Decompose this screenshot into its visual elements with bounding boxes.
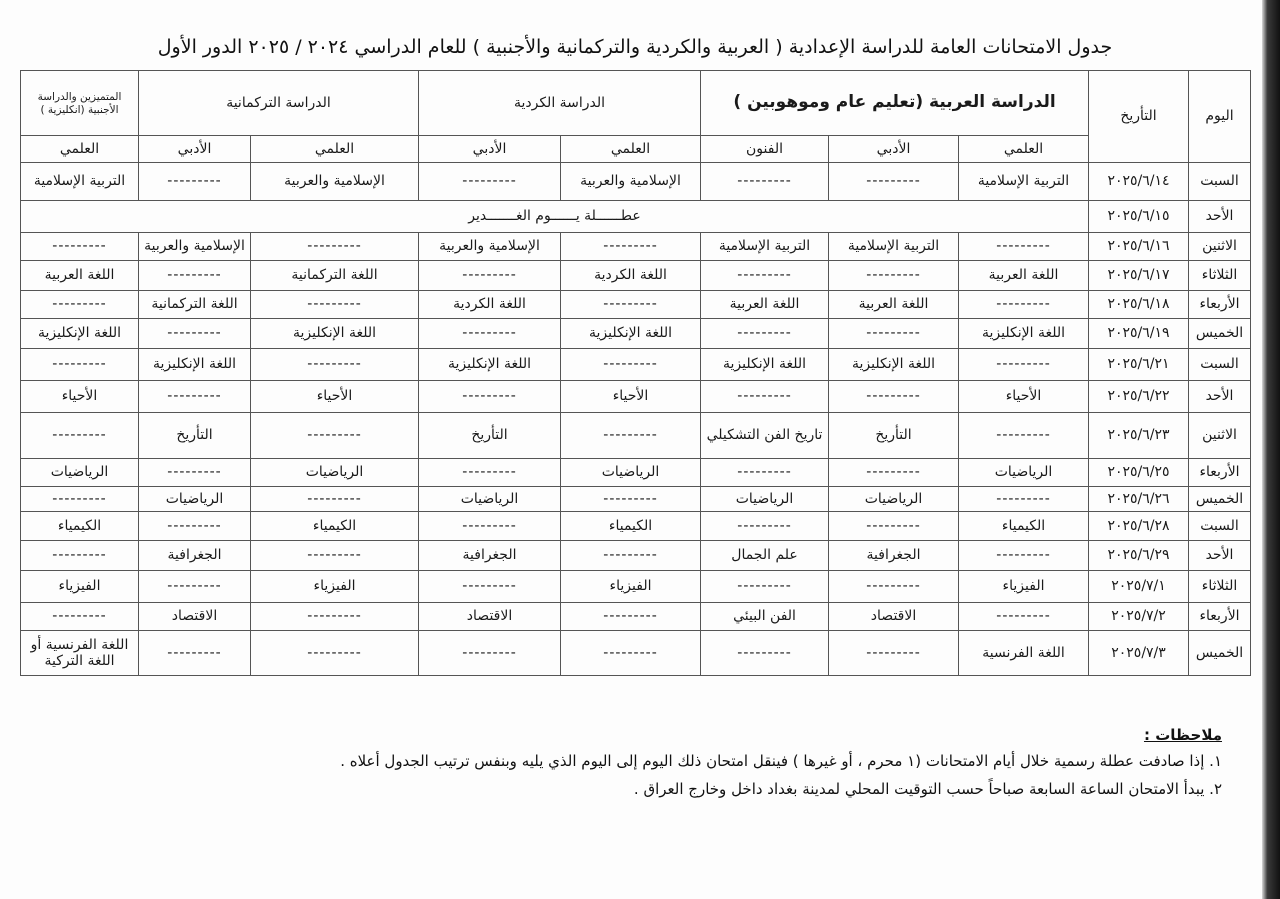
group-header-row (21, 71, 1251, 136)
note-item: ١. إذا صادفت عطلة رسمية خلال أيام الامتحانات (١ محرم ، أو غيرها ) فينقل امتحان ذلك اليوم إلى اليوم الذي يليه وبنفس ترتيب الجدول أعلاه . (340, 752, 1222, 770)
cell-turkmen-literary: --------- (139, 631, 251, 676)
table-row (21, 459, 1251, 487)
cell-turkmen-scientific: --------- (251, 349, 419, 381)
cell-turkmen-literary: --------- (139, 571, 251, 603)
cell-arabic-scientific: الأحياء (959, 381, 1089, 413)
cell-arabic-arts: --------- (701, 319, 829, 349)
cell-arabic-arts: --------- (701, 381, 829, 413)
cell-day: الأحد (1189, 541, 1251, 571)
cell-kurdish-literary: الإسلامية والعربية (419, 233, 561, 261)
cell-kurdish-scientific: --------- (561, 541, 701, 571)
cell-arabic-scientific: اللغة الإنكليزية (959, 319, 1089, 349)
cell-turkmen-literary: --------- (139, 163, 251, 201)
cell-kurdish-scientific: الرياضيات (561, 459, 701, 487)
cell-date: ٢٠٢٥/٦/١٤ (1089, 163, 1189, 201)
cell-kurdish-scientific: اللغة الكردية (561, 261, 701, 291)
cell-kurdish-literary: الاقتصاد (419, 603, 561, 631)
cell-arabic-literary: التأريخ (829, 413, 959, 459)
stream-header-kurdish-scientific: العلمي (561, 136, 701, 163)
cell-kurdish-literary: --------- (419, 319, 561, 349)
cell-arabic-literary: --------- (829, 163, 959, 201)
table-row (21, 201, 1251, 233)
cell-day: الأحد (1189, 381, 1251, 413)
cell-turkmen-scientific: اللغة الإنكليزية (251, 319, 419, 349)
cell-arabic-arts: الرياضيات (701, 487, 829, 512)
cell-turkmen-literary: --------- (139, 512, 251, 541)
cell-foreign-scientific: --------- (21, 413, 139, 459)
scan-edge-shadow (1262, 0, 1280, 899)
cell-turkmen-literary: اللغة التركمانية (139, 291, 251, 319)
cell-turkmen-literary: --------- (139, 381, 251, 413)
cell-turkmen-literary: --------- (139, 261, 251, 291)
cell-arabic-literary: اللغة الإنكليزية (829, 349, 959, 381)
cell-foreign-scientific: اللغة العربية (21, 261, 139, 291)
cell-turkmen-literary: الجغرافية (139, 541, 251, 571)
cell-turkmen-scientific: الأحياء (251, 381, 419, 413)
table-row (21, 541, 1251, 571)
cell-day: السبت (1189, 512, 1251, 541)
stream-header-turkmen-scientific: العلمي (251, 136, 419, 163)
cell-arabic-arts: الفن البيئي (701, 603, 829, 631)
cell-turkmen-scientific: الفيزياء (251, 571, 419, 603)
notes-title: ملاحظات : (1143, 726, 1222, 744)
cell-arabic-scientific: --------- (959, 603, 1089, 631)
cell-day: الاثنين (1189, 413, 1251, 459)
cell-kurdish-literary: --------- (419, 381, 561, 413)
cell-date: ٢٠٢٥/٧/٢ (1089, 603, 1189, 631)
cell-arabic-arts: --------- (701, 163, 829, 201)
cell-kurdish-scientific: --------- (561, 233, 701, 261)
cell-foreign-scientific: --------- (21, 291, 139, 319)
cell-day: السبت (1189, 349, 1251, 381)
cell-turkmen-scientific: الرياضيات (251, 459, 419, 487)
cell-foreign-scientific: --------- (21, 349, 139, 381)
cell-arabic-arts: علم الجمال (701, 541, 829, 571)
cell-arabic-scientific: الكيمياء (959, 512, 1089, 541)
table-row (21, 163, 1251, 201)
column-header-day: اليوم (1189, 71, 1251, 163)
cell-kurdish-scientific: --------- (561, 631, 701, 676)
cell-turkmen-literary: اللغة الإنكليزية (139, 349, 251, 381)
cell-day: الأربعاء (1189, 603, 1251, 631)
cell-kurdish-scientific: اللغة الإنكليزية (561, 319, 701, 349)
group-header-arabic: الدراسة العربية (تعليم عام وموهوبين ) (701, 71, 1089, 136)
cell-kurdish-literary: التأريخ (419, 413, 561, 459)
cell-turkmen-scientific: --------- (251, 291, 419, 319)
cell-arabic-arts: --------- (701, 631, 829, 676)
cell-kurdish-scientific: --------- (561, 413, 701, 459)
group-header-turkmen: الدراسة التركمانية (139, 71, 419, 136)
cell-kurdish-literary: --------- (419, 261, 561, 291)
cell-foreign-scientific: الرياضيات (21, 459, 139, 487)
cell-kurdish-scientific: الفيزياء (561, 571, 701, 603)
notes-section (82, 726, 1222, 808)
cell-arabic-literary: --------- (829, 381, 959, 413)
cell-holiday: عطــــــلة يــــــوم الغـــــــدير (21, 201, 1089, 233)
cell-turkmen-literary: التأريخ (139, 413, 251, 459)
cell-kurdish-scientific: الإسلامية والعربية (561, 163, 701, 201)
cell-kurdish-literary: الجغرافية (419, 541, 561, 571)
cell-turkmen-literary: الإسلامية والعربية (139, 233, 251, 261)
cell-date: ٢٠٢٥/٦/١٥ (1089, 201, 1189, 233)
cell-day: الأربعاء (1189, 459, 1251, 487)
cell-arabic-arts: --------- (701, 512, 829, 541)
table-row (21, 413, 1251, 459)
cell-arabic-arts: اللغة الإنكليزية (701, 349, 829, 381)
cell-arabic-literary: --------- (829, 459, 959, 487)
cell-arabic-scientific: الفيزياء (959, 571, 1089, 603)
cell-kurdish-scientific: الكيمياء (561, 512, 701, 541)
cell-foreign-scientific: اللغة الإنكليزية (21, 319, 139, 349)
stream-header-row (21, 136, 1251, 163)
cell-foreign-scientific: --------- (21, 603, 139, 631)
cell-day: الخميس (1189, 487, 1251, 512)
cell-foreign-scientific: --------- (21, 233, 139, 261)
cell-day: الثلاثاء (1189, 261, 1251, 291)
table-row (21, 291, 1251, 319)
cell-arabic-literary: --------- (829, 512, 959, 541)
cell-kurdish-literary: --------- (419, 631, 561, 676)
stream-header-kurdish-literary: الأدبي (419, 136, 561, 163)
schedule-body (21, 163, 1251, 676)
table-row (21, 603, 1251, 631)
stream-header-arabic-arts: الفنون (701, 136, 829, 163)
cell-kurdish-literary: اللغة الكردية (419, 291, 561, 319)
cell-turkmen-literary: --------- (139, 319, 251, 349)
cell-kurdish-literary: --------- (419, 571, 561, 603)
cell-arabic-arts: اللغة العربية (701, 291, 829, 319)
table-row (21, 631, 1251, 676)
cell-turkmen-scientific: الإسلامية والعربية (251, 163, 419, 201)
cell-arabic-scientific: --------- (959, 233, 1089, 261)
cell-foreign-scientific: الكيمياء (21, 512, 139, 541)
cell-kurdish-scientific: --------- (561, 349, 701, 381)
cell-arabic-scientific: اللغة العربية (959, 261, 1089, 291)
cell-arabic-literary: --------- (829, 631, 959, 676)
cell-date: ٢٠٢٥/٦/٢٥ (1089, 459, 1189, 487)
cell-arabic-arts: --------- (701, 571, 829, 603)
cell-turkmen-scientific: --------- (251, 603, 419, 631)
table-row (21, 512, 1251, 541)
stream-header-arabic-literary: الأدبي (829, 136, 959, 163)
cell-day: الاثنين (1189, 233, 1251, 261)
cell-kurdish-scientific: --------- (561, 291, 701, 319)
table-row (21, 233, 1251, 261)
group-header-foreign: المتميزين والدراسة الأجنبية (انكليزية ) (21, 71, 139, 136)
page-title: جدول الامتحانات العامة للدراسة الإعدادية ( العربية والكردية والتركمانية والأجنبية ) للعام الدراسي ٢٠٢٤ / ٢٠٢٥ الدور الأول (157, 36, 1113, 58)
cell-arabic-arts: التربية الإسلامية (701, 233, 829, 261)
cell-foreign-scientific: الفيزياء (21, 571, 139, 603)
cell-kurdish-literary: الرياضيات (419, 487, 561, 512)
note-item: ٢. يبدأ الامتحان الساعة السابعة صباحاً حسب التوقيت المحلي لمدينة بغداد داخل وخارج العراق . (633, 780, 1222, 798)
cell-kurdish-literary: --------- (419, 459, 561, 487)
cell-arabic-scientific: --------- (959, 349, 1089, 381)
cell-arabic-literary: التربية الإسلامية (829, 233, 959, 261)
table-row (21, 487, 1251, 512)
cell-turkmen-scientific: --------- (251, 487, 419, 512)
stream-header-turkmen-literary: الأدبي (139, 136, 251, 163)
cell-arabic-literary: الجغرافية (829, 541, 959, 571)
cell-date: ٢٠٢٥/٦/١٧ (1089, 261, 1189, 291)
cell-date: ٢٠٢٥/٦/٢٦ (1089, 487, 1189, 512)
cell-foreign-scientific: الأحياء (21, 381, 139, 413)
stream-header-arabic-scientific: العلمي (959, 136, 1089, 163)
table-row (21, 381, 1251, 413)
cell-turkmen-scientific: --------- (251, 541, 419, 571)
cell-date: ٢٠٢٥/٦/١٩ (1089, 319, 1189, 349)
cell-day: الخميس (1189, 631, 1251, 676)
cell-arabic-arts: --------- (701, 261, 829, 291)
cell-turkmen-scientific: اللغة التركمانية (251, 261, 419, 291)
cell-date: ٢٠٢٥/٦/٢١ (1089, 349, 1189, 381)
cell-date: ٢٠٢٥/٦/١٨ (1089, 291, 1189, 319)
cell-date: ٢٠٢٥/٧/١ (1089, 571, 1189, 603)
cell-arabic-literary: الرياضيات (829, 487, 959, 512)
cell-day: الثلاثاء (1189, 571, 1251, 603)
cell-turkmen-scientific: --------- (251, 413, 419, 459)
cell-turkmen-scientific: --------- (251, 233, 419, 261)
cell-kurdish-scientific: --------- (561, 603, 701, 631)
cell-day: الخميس (1189, 319, 1251, 349)
cell-turkmen-scientific: --------- (251, 631, 419, 676)
cell-arabic-literary: --------- (829, 261, 959, 291)
cell-turkmen-scientific: الكيمياء (251, 512, 419, 541)
cell-kurdish-scientific: الأحياء (561, 381, 701, 413)
cell-arabic-literary: اللغة العربية (829, 291, 959, 319)
cell-date: ٢٠٢٥/٦/١٦ (1089, 233, 1189, 261)
cell-date: ٢٠٢٥/٧/٣ (1089, 631, 1189, 676)
cell-kurdish-literary: اللغة الإنكليزية (419, 349, 561, 381)
cell-arabic-scientific: --------- (959, 291, 1089, 319)
cell-turkmen-literary: --------- (139, 459, 251, 487)
cell-arabic-scientific: اللغة الفرنسية (959, 631, 1089, 676)
exam-schedule-table (20, 70, 1251, 676)
cell-foreign-scientific: اللغة الفرنسية أو اللغة التركية (21, 631, 139, 676)
cell-day: الأحد (1189, 201, 1251, 233)
cell-turkmen-literary: الاقتصاد (139, 603, 251, 631)
cell-kurdish-scientific: --------- (561, 487, 701, 512)
cell-date: ٢٠٢٥/٦/٢٩ (1089, 541, 1189, 571)
cell-foreign-scientific: --------- (21, 541, 139, 571)
cell-arabic-literary: الاقتصاد (829, 603, 959, 631)
cell-date: ٢٠٢٥/٦/٢٨ (1089, 512, 1189, 541)
table-row (21, 571, 1251, 603)
cell-arabic-scientific: --------- (959, 413, 1089, 459)
cell-arabic-scientific: التربية الإسلامية (959, 163, 1089, 201)
cell-foreign-scientific: التربية الإسلامية (21, 163, 139, 201)
cell-day: السبت (1189, 163, 1251, 201)
cell-arabic-scientific: --------- (959, 541, 1089, 571)
cell-kurdish-literary: --------- (419, 512, 561, 541)
table-row (21, 349, 1251, 381)
table-row (21, 319, 1251, 349)
cell-arabic-arts: --------- (701, 459, 829, 487)
cell-arabic-literary: --------- (829, 571, 959, 603)
cell-arabic-scientific: الرياضيات (959, 459, 1089, 487)
stream-header-foreign-scientific: العلمي (21, 136, 139, 163)
cell-foreign-scientific: --------- (21, 487, 139, 512)
cell-arabic-literary: --------- (829, 319, 959, 349)
group-header-kurdish: الدراسة الكردية (419, 71, 701, 136)
cell-turkmen-literary: الرياضيات (139, 487, 251, 512)
table-row (21, 261, 1251, 291)
cell-arabic-arts: تاريخ الفن التشكيلي (701, 413, 829, 459)
cell-kurdish-literary: --------- (419, 163, 561, 201)
cell-day: الأربعاء (1189, 291, 1251, 319)
cell-date: ٢٠٢٥/٦/٢٣ (1089, 413, 1189, 459)
cell-date: ٢٠٢٥/٦/٢٢ (1089, 381, 1189, 413)
cell-arabic-scientific: --------- (959, 487, 1089, 512)
column-header-date: التأريخ (1089, 71, 1189, 163)
